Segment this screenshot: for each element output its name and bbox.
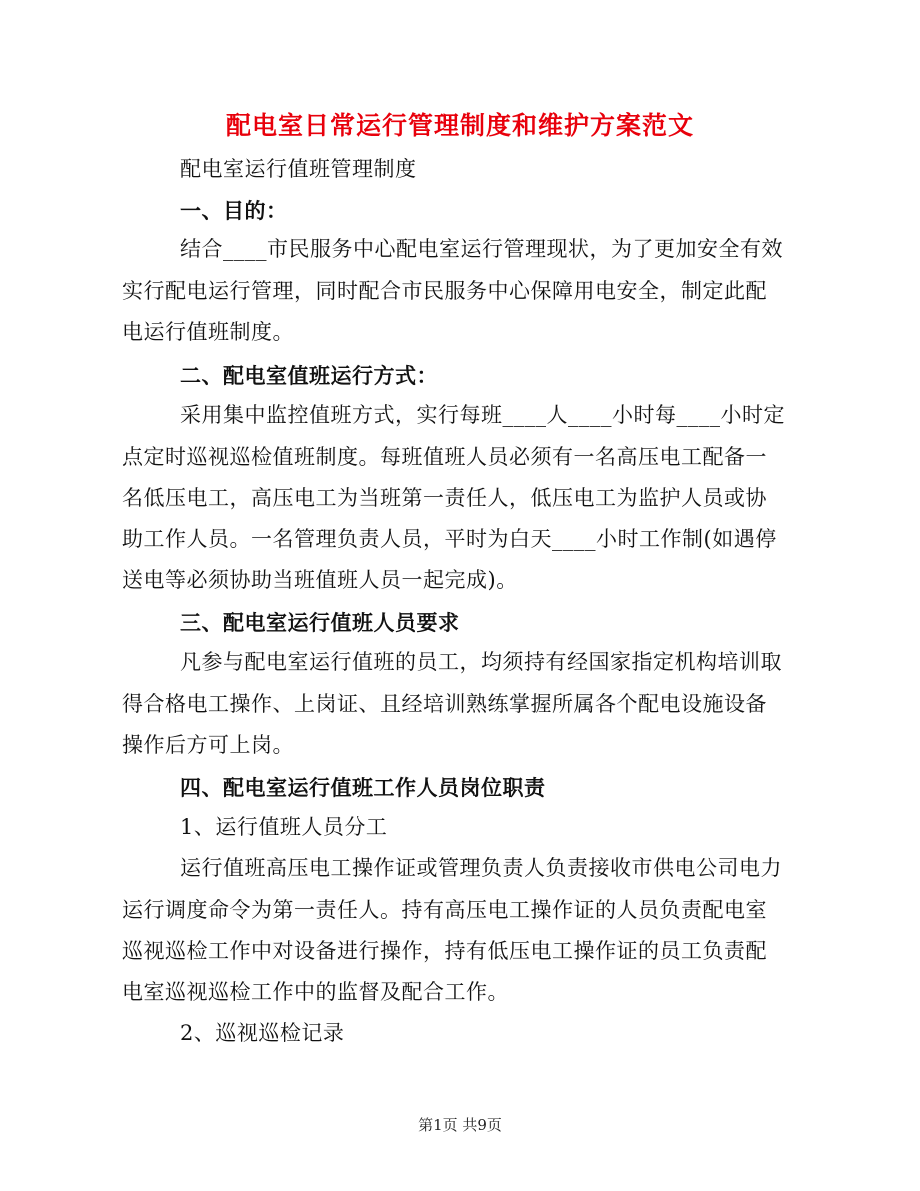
subtitle-line: 配电室运行值班管理制度 bbox=[180, 157, 417, 181]
section-heading-4: 四、配电室运行值班工作人员岗位职责 bbox=[180, 775, 546, 800]
paragraph-line: 巡视巡检工作中对设备进行操作，持有低压电工操作证的员工负责配 bbox=[122, 939, 767, 963]
paragraph-line: 操作后方可上岗。 bbox=[122, 733, 294, 757]
paragraph-line: 运行调度命令为第一责任人。持有高压电工操作证的人员负责配电室 bbox=[122, 898, 767, 922]
subsection-heading: 2、巡视巡检记录 bbox=[180, 1021, 345, 1045]
section-heading-2: 二、配电室值班运行方式： bbox=[180, 363, 438, 388]
paragraph-line: 电室巡视巡检工作中的监督及配合工作。 bbox=[122, 980, 509, 1004]
paragraph-line: 运行值班高压电工操作证或管理负责人负责接收市供电公司电力 bbox=[180, 856, 782, 880]
paragraph-line: 结合____市民服务中心配电室运行管理现状，为了更加安全有效 bbox=[180, 237, 783, 261]
paragraph-line: 实行配电运行管理，同时配合市民服务中心保障用电安全，制定此配 bbox=[122, 279, 767, 303]
paragraph-line: 凡参与配电室运行值班的员工，均须持有经国家指定机构培训取 bbox=[180, 650, 782, 674]
paragraph-line: 点定时巡视巡检值班制度。每班值班人员必须有一名高压电工配备一 bbox=[122, 445, 767, 469]
paragraph-line: 助工作人员。一名管理负责人员，平时为白天____小时工作制(如遇停 bbox=[122, 527, 777, 551]
paragraph-line: 送电等必须协助当班值班人员一起完成)。 bbox=[122, 568, 518, 592]
section-heading-1: 一、目的： bbox=[180, 198, 288, 223]
subsection-heading: 1、运行值班人员分工 bbox=[180, 815, 388, 839]
paragraph-line: 电运行值班制度。 bbox=[122, 320, 294, 344]
paragraph-line: 得合格电工操作、上岗证、且经培训熟练掌握所属各个配电设施设备 bbox=[122, 692, 767, 716]
page-number: 第1页 共9页 bbox=[418, 1116, 502, 1134]
paragraph-line: 名低压电工，高压电工为当班第一责任人，低压电工为监护人员或协 bbox=[122, 486, 767, 510]
section-heading-3: 三、配电室运行值班人员要求 bbox=[180, 610, 460, 635]
document-title: 配电室日常运行管理制度和维护方案范文 bbox=[225, 111, 694, 140]
paragraph-line: 采用集中监控值班方式，实行每班____人____小时每____小时定 bbox=[180, 403, 785, 427]
